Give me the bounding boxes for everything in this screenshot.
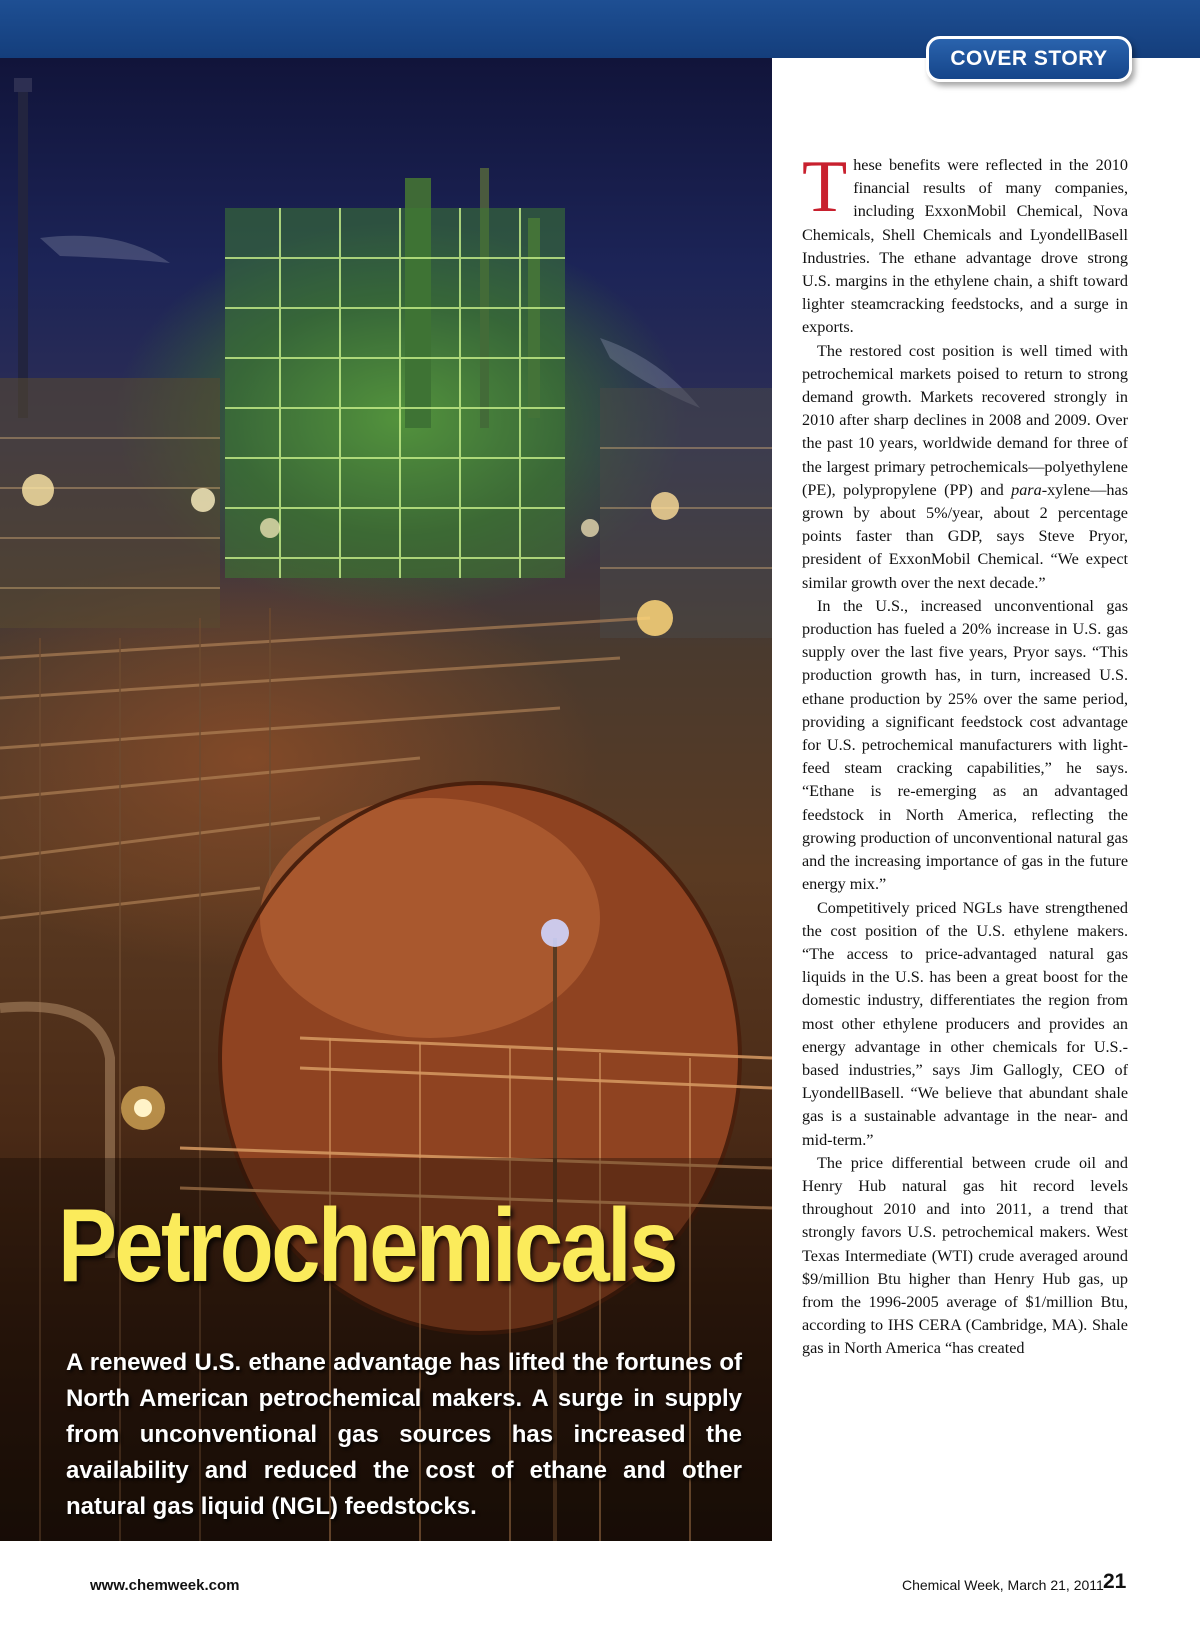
drop-cap: T (802, 146, 848, 228)
section-label-cover-story: COVER STORY (926, 36, 1132, 82)
article-paragraph-1 (802, 146, 1128, 340)
headline: Petrochemicals (58, 1188, 676, 1304)
article-body (802, 146, 1128, 1361)
article-paragraph-2 (802, 340, 1128, 595)
page-number: 21 (1103, 1570, 1127, 1593)
refinery-night-photo (0, 58, 772, 1541)
paragraph-1-text: hese benefits were reflected in the 2010 financial results of many companies, including ExxonMobil Chemical, Nova Chemicals, Shell Chemicals and LyondellBasell Industries. The ethane advantage drove strong U.S. margins in the ethylene chain, a shift toward lighter steamcracking feedstocks, and a surge in exports. (802, 156, 1128, 337)
paragraph-2-text-a: The restored cost position is well timed with petrochemical markets poised to return to strong demand growth. Markets recovered strongly in 2010 after sharp declines in 2008 and 2009. Over the past 10 years, worldwide demand for three of the largest primary petrochemicals—polyethylene (PE), polypropylene (PP) and (802, 341, 1128, 499)
footer-issue-date: Chemical Week, March 21, 2011 (902, 1577, 1104, 1593)
footer-website-link[interactable]: www.chemweek.com (90, 1577, 240, 1594)
article-paragraph-3: In the U.S., increased unconventional gas production has fueled a 20% increase in U.S. gas supply over the last five years, Pryor says. “This production growth has, in turn, increased U.S. ethane production by 25% over the same period, providing a significant feedstock cost advantage for U.S. petrochemical manufacturers with light-feed steam cracking capabilities,” he says. “Ethane is re-emerging as an advantaged feedstock in North America, reflecting the growing production of unconventional natural gas and the increasing importance of gas in the future energy mix.” (802, 596, 1128, 894)
article-paragraph-5: The price differential between crude oil and Henry Hub natural gas hit record levels throughout 2010 and into 2011, a trend that strongly favors U.S. petrochemical makers. West Texas Intermediate (WTI) crude averaged around $9/million Btu higher than Henry Hub gas, up from the 1996-2005 average of $1/million Btu, according to IHS CERA (Cambridge, MA). Shale gas in North America “has created (802, 1153, 1128, 1358)
refinery-illustration (0, 58, 772, 1541)
deck-summary: A renewed U.S. ethane advantage has lifted the fortunes of North American petrochemical makers. A surge in supply from unconventional gas sources has increased the availability and reduced the cost of ethane and other natural gas liquid (NGL) feedstocks. (66, 1349, 742, 1520)
paragraph-2-text-b: -xylene—has grown by about 5%/year, about 2 percentage points faster than GDP, says Steve Pryor, president of ExxonMobil Chemical. “We expect similar growth over the next decade.” (802, 480, 1128, 592)
article-paragraph-4: Competitively priced NGLs have strengthened the cost position of the U.S. ethylene makers. “The access to price-advantaged natural gas liquids in the U.S. has been a great boost for the domestic industry, differentiates the region from most other ethylene producers and provides an energy advantage in other chemicals for U.S.-based industries,” says Jim Gallogly, CEO of LyondellBasell. “We believe that abundant shale gas is a sustainable advantage in the near- and mid-term.” (802, 898, 1128, 1149)
paragraph-2-italic: para (1011, 480, 1042, 499)
